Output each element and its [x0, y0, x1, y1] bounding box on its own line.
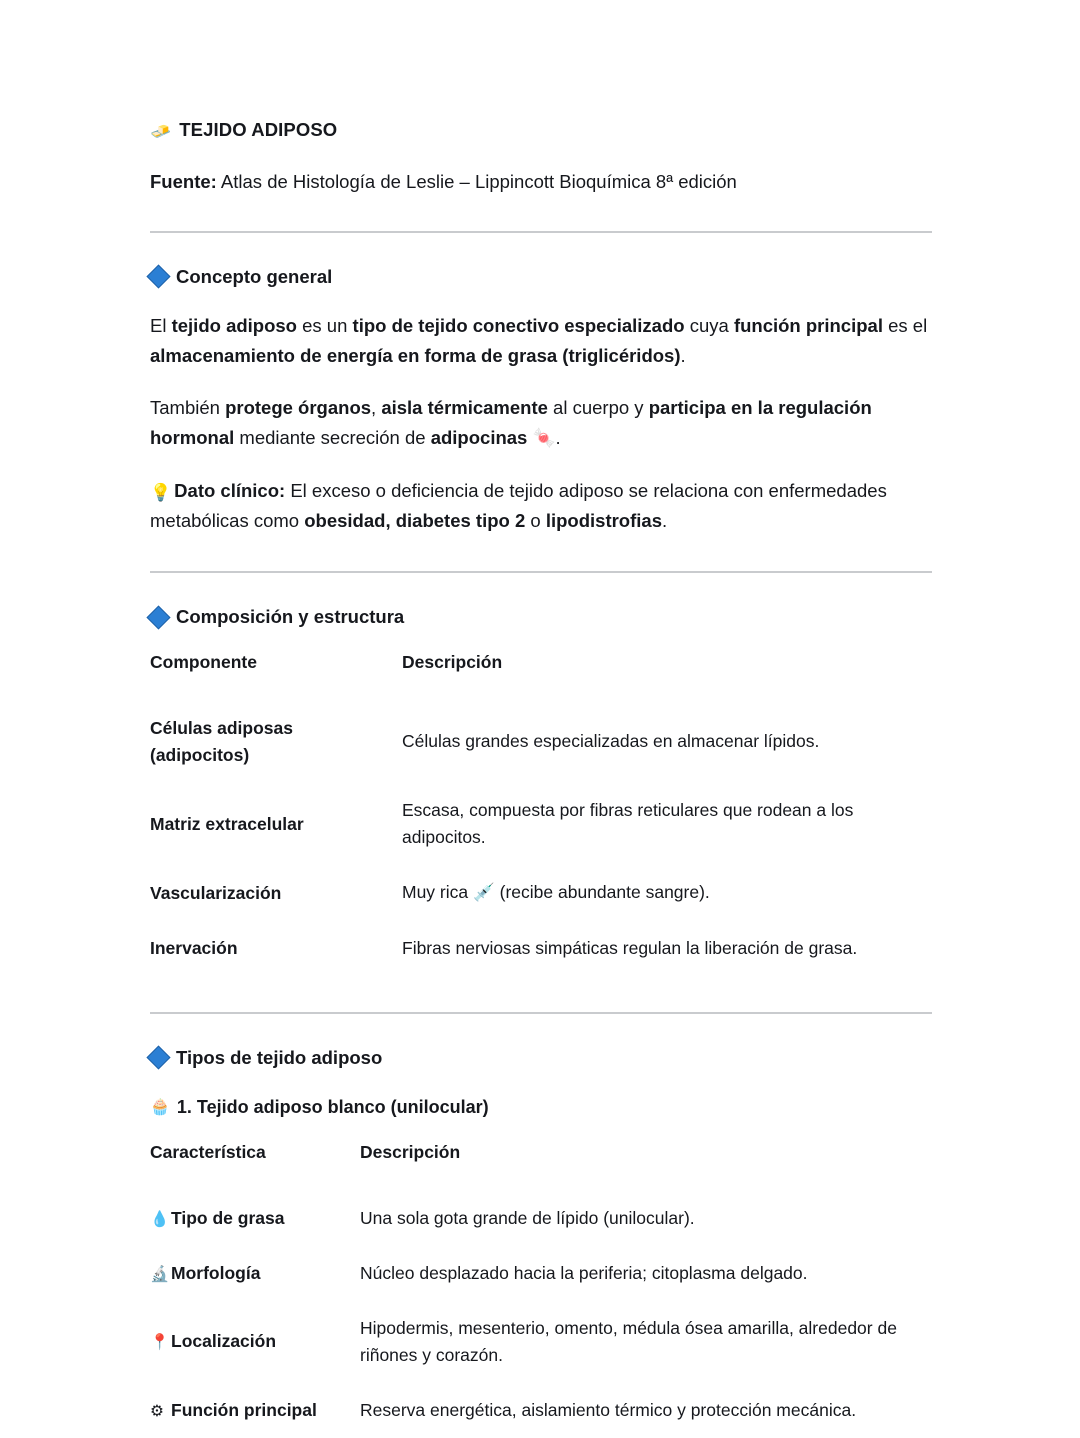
cell-descripcion — [402, 865, 932, 921]
text-run: También — [150, 396, 226, 418]
text-strong: aisla térmicamente — [381, 396, 548, 418]
text-strong: tejido adiposo — [171, 314, 297, 336]
composicion-table — [150, 651, 932, 976]
subtype-heading-blanco-label: 1. Tejido adiposo blanco (unilocular) — [176, 1096, 489, 1117]
page-title-text: TEJIDO ADIPOSO — [179, 119, 338, 140]
paragraph-concepto-2 — [150, 393, 932, 454]
microscope-icon: 🔬 — [150, 1264, 170, 1283]
subtype-heading-blanco — [150, 1096, 932, 1119]
text-strong: tipo de tejido conectivo especializado — [352, 314, 685, 336]
cell-descripcion: Células grandes especializadas en almacenar lípidos. — [402, 731, 820, 752]
section-heading-concepto — [150, 265, 932, 289]
paragraph-concepto-1 — [150, 311, 932, 371]
cell-descripcion: Una sola gota grande de lípido (unilocular). — [360, 1207, 695, 1228]
butter-icon: 🧈 — [150, 122, 172, 142]
cell-caracteristica — [150, 1246, 360, 1301]
section-heading-tipos-label: Tipos de tejido adiposo — [176, 1046, 383, 1068]
cell-descripcion: Fibras nerviosas simpáticas regulan la liberación de grasa. — [402, 938, 858, 959]
page-title — [150, 118, 932, 143]
cell-caracteristica-label: Morfología — [171, 1262, 261, 1283]
cell-descripcion: Reserva energética, aislamiento térmico y protección mecánica. — [360, 1400, 857, 1421]
cell-descripcion: Hipodermis, mesenterio, omento, médula ósea amarilla, alrededor de riñones y corazón. — [360, 1317, 897, 1365]
table-row — [150, 921, 932, 976]
text-strong: lipodistrofias — [545, 510, 662, 532]
table-row — [150, 1246, 932, 1301]
candy-icon: 🍬 — [532, 427, 556, 449]
table-header-row — [150, 1141, 932, 1191]
cell-caracteristica-label: Localización — [171, 1331, 277, 1352]
source-line — [150, 168, 932, 196]
cell-caracteristica — [150, 1191, 360, 1246]
cell-componente: Células adiposas (adipocitos) — [150, 717, 293, 765]
table-row — [150, 1191, 932, 1246]
clinical-label: Dato clínico: — [174, 479, 286, 501]
cell-caracteristica — [150, 1383, 360, 1438]
cell-descripcion: Escasa, compuesta por fibras reticulares que rodean a los adipocitos. — [402, 800, 854, 848]
cell-caracteristica-label: Función principal — [171, 1400, 317, 1421]
table-row — [150, 1383, 932, 1438]
text-run: El — [150, 314, 172, 336]
cell-componente: Matriz extracelular — [150, 813, 304, 834]
text-run: , — [371, 396, 382, 418]
text-run: . — [661, 510, 668, 532]
map-pin-icon: 📍 — [150, 1333, 170, 1352]
cell-caracteristica-label: Tipo de grasa — [171, 1207, 285, 1228]
lightbulb-icon: 💡 — [150, 482, 172, 503]
text-run: cuya — [684, 314, 734, 336]
cell-caracteristica — [150, 1301, 360, 1383]
section-heading-concepto-label: Concepto general — [176, 265, 333, 287]
cell-componente: Inervación — [150, 938, 238, 959]
text-run: (recibe abundante sangre). — [494, 882, 710, 903]
text-strong: almacenamiento de energía en forma de grasa (triglicéridos) — [150, 344, 681, 366]
section-heading-composicion — [150, 605, 932, 629]
cell-componente: Vascularización — [150, 882, 282, 903]
paragraph-dato-clinico — [150, 476, 932, 537]
source-label: Fuente: — [150, 170, 217, 192]
text-run: es el — [882, 314, 928, 336]
column-header-caracteristica: Característica — [150, 1142, 266, 1162]
divider-3 — [150, 1012, 932, 1014]
cell-descripcion: Núcleo desplazado hacia la periferia; citoplasma delgado. — [360, 1262, 808, 1283]
text-strong: protege órganos — [225, 396, 372, 418]
text-run: o — [525, 510, 546, 532]
text-strong: función principal — [733, 314, 883, 336]
text-run: al cuerpo y — [547, 396, 649, 418]
divider-1 — [150, 231, 932, 233]
table-row — [150, 865, 932, 921]
gear-icon: ⚙ — [150, 1402, 164, 1421]
water-droplet-icon: 💧 — [150, 1209, 170, 1228]
text-strong: adipocinas — [430, 426, 528, 448]
table-row — [150, 1301, 932, 1383]
source-value: Atlas de Histología de Leslie – Lippincott Bioquímica 8ª edición — [216, 170, 737, 192]
syringe-icon: 💉 — [472, 883, 495, 904]
section-heading-composicion-label: Composición y estructura — [176, 606, 405, 628]
text-strong: obesidad, diabetes tipo 2 — [304, 510, 526, 532]
text-run: El exceso o deficiencia de tejido adiposo se relaciona con enfermedades metabólicas como — [150, 479, 887, 532]
text-run: Muy rica — [402, 882, 473, 903]
divider-2 — [150, 571, 932, 573]
table-row — [150, 701, 932, 783]
section-heading-tipos — [150, 1046, 932, 1070]
table-row — [150, 783, 932, 865]
blue-diamond-icon — [146, 605, 170, 629]
text-run: mediante secreción de — [234, 426, 431, 448]
table-header-row — [150, 651, 932, 701]
text-run: . — [555, 426, 561, 448]
blue-diamond-icon — [146, 265, 170, 289]
tejido-blanco-table — [150, 1141, 932, 1438]
column-header-descripcion: Descripción — [402, 652, 503, 673]
text-strong: participa en la regulación hormonal — [150, 396, 872, 448]
cupcake-icon: 🧁 — [150, 1096, 170, 1116]
column-header-descripcion: Descripción — [360, 1142, 461, 1162]
text-run: . — [680, 344, 686, 366]
text-run: es un — [296, 314, 353, 336]
column-header-componente: Componente — [150, 652, 257, 673]
blue-diamond-icon — [146, 1046, 170, 1070]
